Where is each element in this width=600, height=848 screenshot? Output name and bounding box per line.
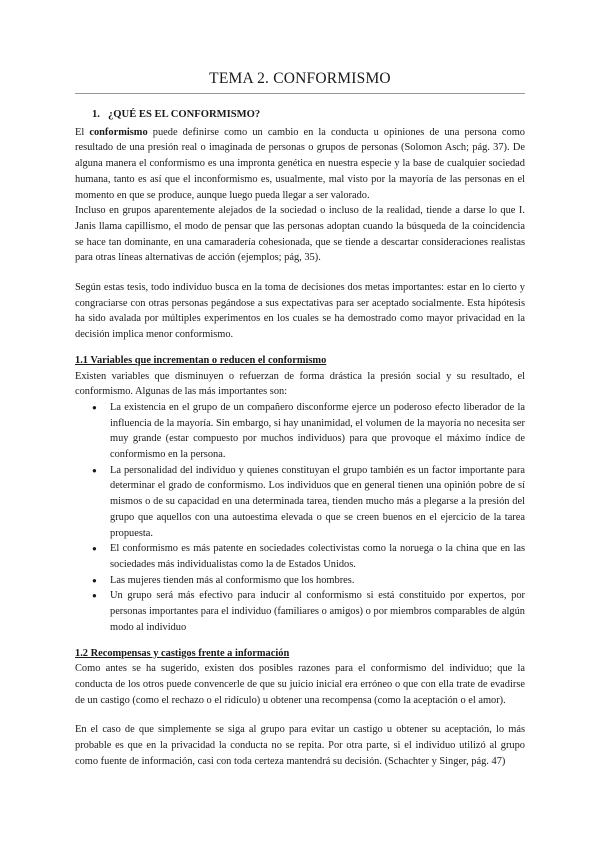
p1-lead: El [75,126,90,138]
section-1-2-paragraph-2: En el caso de que simplemente se siga al grupo para evitar un castigo u obtener su aceptación, lo más probable es que en la privacidad la conducta no se repita. Por otra parte, si el individuo utilizó al grupo como fuente de información, casi con toda certeza mantendrá su decisión. (Schachter y Singer, pág. 47) [75,724,525,767]
document-title: TEMA 2. CONFORMISMO [209,70,391,87]
title-divider [75,93,525,94]
term-conformismo: conformismo [89,126,148,138]
list-item: ● Las mujeres tienden más al conformismo que los hombres. [110,573,525,589]
section-1-paragraph-1 [75,125,525,204]
variables-list [75,400,525,636]
list-item: ● El conformismo es más patente en sociedades colectivistas como la noruega o la china que en las sociedades más individualistas como la de Estados Unidos. [110,541,525,572]
list-item: ● La existencia en el grupo de un compañero disconforme ejerce un poderoso efecto liberador de la influencia de la mayoría. Sin embargo, si hay unanimidad, el volumen de la mayoría no necesita ser muy grande (estar compuesto por muchos individuos) para que provoque el máximo índice de conformismo en la persona. [110,400,525,463]
section-1-1-heading: 1.1 Variables que incrementan o reducen el conformismo [75,354,327,366]
document-body [75,107,525,769]
list-item: ● Un grupo será más efectivo para inducir al conformismo si está constituido por expertos, por personas importantes para el individuo (familiares o amigos) o por miembros comparables de algún modo al individuo [110,588,525,635]
section-1-2-heading: 1.2 Recompensas y castigos frente a información [75,647,290,659]
section-1-paragraph-3: Según estas tesis, todo individuo busca en la toma de decisiones dos metas importantes: estar en lo cierto y congraciarse con otras personas pegándose a sus expectativas para ser aceptado socialmente. Esta hipótesis ha sido avalada por múltiples experimentos en los cuales se ha demostrado como mayor privacidad en la decisión implica menor conformismo. [75,282,525,341]
p1-body: puede definirse como un cambio en la conducta u opiniones de una persona como resultado de una presión real o imaginada de personas o grupos de personas (Solomon Asch; pág. 37). De alguna manera el conformismo es una impronta genética en nuestra especie y la base de cualquier sociedad humana, tanto es así que el inconformismo es, usualmente, mal visto por la mayoría de las personas en el momento en que se produce, aunque luego pueda llegar a ser valorado. [75,126,525,201]
section-1-heading [92,107,525,123]
section-1-number: 1. [92,109,100,120]
section-1-title: ¿QUÉ ES EL CONFORMISMO? [108,109,261,120]
section-1-1-intro: Existen variables que disminuyen o refuerzan de forma drástica la presión social y su resultado, el conformismo. Algunas de las más importantes son: [75,370,525,398]
section-1-paragraph-2: Incluso en grupos aparentemente alejados de la sociedad o incluso de la realidad, tiende a darse lo que I. Janis llama capillismo, el modo de pensar que las personas adoptan cuando la búsqueda de la coincidencia se hace tan dominante, en una camaradería cohesionada, que se tiende a descartar consideraciones realistas para otras líneas alternativas de acción (ejemplos; pág, 35). [75,205,525,264]
section-1-2-paragraph-1: Como antes se ha sugerido, existen dos posibles razones para el conformismo del individuo; que la conducta de los otros puede convencerle de que su juicio inicial era erróneo o que con ella trate de evadirse de un castigo (como el rechazo o el ridículo) u obtener una recompensa (como la aceptación o el amor). [75,663,525,706]
list-item: ● La personalidad del individuo y quienes constituyan el grupo también es un factor importante para determinar el grado de conformismo. Los individuos que en general tienen una opinión pobre de sí mismos o de su capacidad en una determinada tarea, tienden mucho más a plegarse a la presión del grupo que aquellos con una autoestima elevada o que se creen buenos en el ejercicio de la tarea propuesta. [110,463,525,542]
